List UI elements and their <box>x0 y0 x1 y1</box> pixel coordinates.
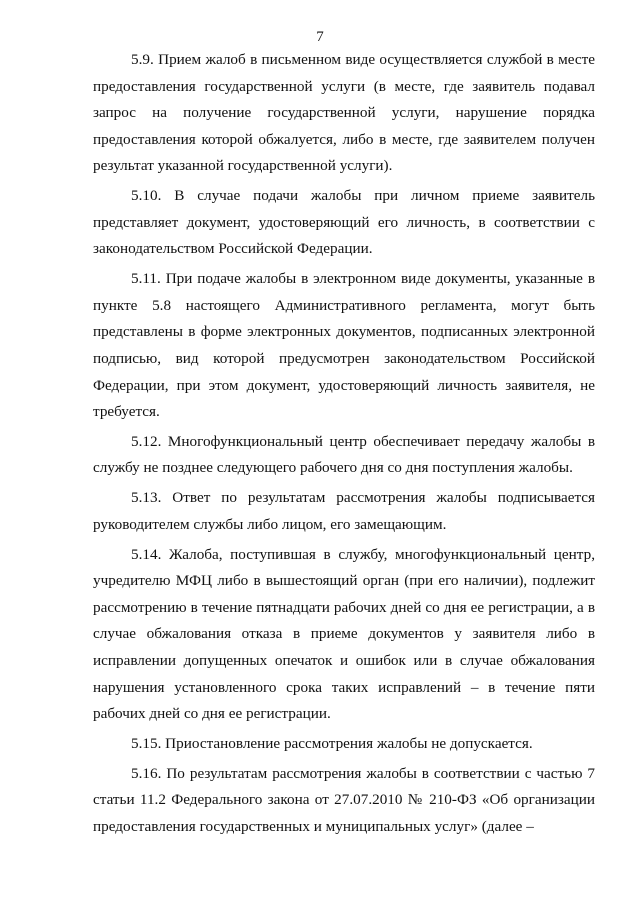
document-body <box>93 47 595 841</box>
paragraph-5-11: 5.11. При подаче жалобы в электронном виде документы, указанные в пункте 5.8 настоящего Административного регламента, могут быть представлены в форме электронных документов, подписанных электронной подписью, вид которой предусмотрен законодательством Российской Федерации, при этом документ, удостоверяющий личность заявителя, не требуется. <box>93 270 595 421</box>
paragraph-5-10: 5.10. В случае подачи жалобы при личном приеме заявитель представляет документ, удостоверяющий его личность, в соответствии с законодательством Российской Федерации. <box>93 187 595 258</box>
paragraph-5-16: 5.16. По результатам рассмотрения жалобы в соответствии с частью 7 статьи 11.2 Федерального закона от 27.07.2010 № 210-ФЗ «Об организации предоставления государственных и муниципальных услуг» (далее – <box>93 764 595 835</box>
paragraph-5-14: 5.14. Жалоба, поступившая в службу, многофункциональный центр, учредителю МФЦ либо в вышестоящий орган (при его наличии), подлежит рассмотрению в течение пятнадцати рабочих дней со дня ее регистрации, а в случае обжалования отказа в приеме документов у заявителя либо в исправлении допущенных опечаток и ошибок или в случае обжалования нарушения установленного срока таких исправлений – в течение пяти рабочих дней со дня ее регистрации. <box>93 545 595 723</box>
paragraph-5-12: 5.12. Многофункциональный центр обеспечивает передачу жалобы в службу не позднее следующего рабочего дня со дня поступления жалобы. <box>93 432 595 477</box>
page-number: 7 <box>316 29 324 45</box>
paragraph-5-9: 5.9. Прием жалоб в письменном виде осуществляется службой в месте предоставления государственной услуги (в месте, где заявитель подавал запрос на получение государственной услуги, нарушение порядка предоставления которой обжалуется, либо в месте, где заявителем получен результат указанной государственной услуги). <box>93 51 595 175</box>
paragraph-5-13: 5.13. Ответ по результатам рассмотрения жалобы подписывается руководителем службы либо лицом, его замещающим. <box>93 489 595 533</box>
paragraph-5-15: 5.15. Приостановление рассмотрения жалобы не допускается. <box>131 734 533 752</box>
